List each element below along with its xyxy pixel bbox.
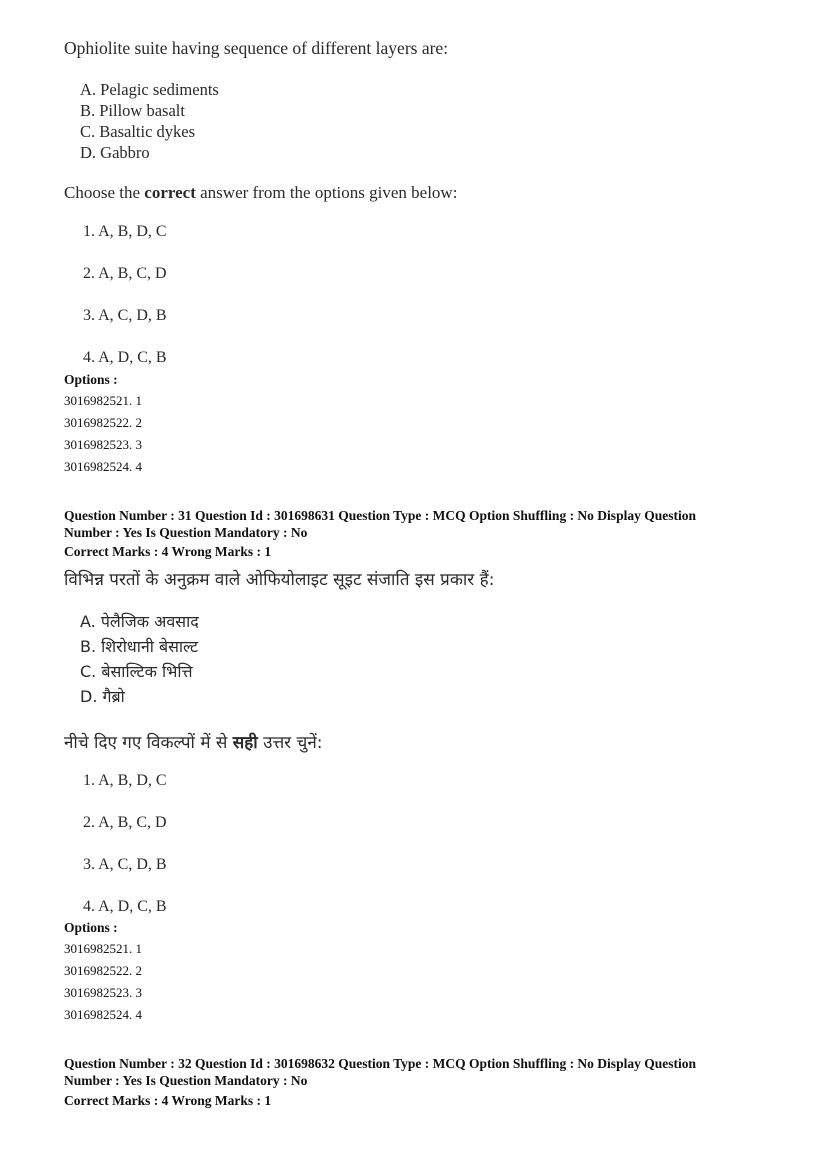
answer-instruction-hindi bbox=[64, 730, 323, 753]
options-label: Options : bbox=[64, 372, 118, 387]
statement-item: C. बेसाल्टिक भित्ति bbox=[80, 662, 193, 681]
statement-item: D. गैब्रो bbox=[80, 687, 125, 706]
question-meta-line: Number : Yes Is Question Mandatory : No bbox=[64, 525, 308, 540]
statement-item: B. Pillow basalt bbox=[80, 101, 185, 120]
instruction-emphasis: correct bbox=[144, 183, 196, 202]
option-id-list bbox=[64, 938, 142, 1026]
answer-choices bbox=[83, 222, 167, 370]
instruction-text: उत्तर चुनें: bbox=[257, 733, 323, 753]
answer-choice: 3. A, C, D, B bbox=[83, 307, 167, 324]
question-meta-line: Number : Yes Is Question Mandatory : No bbox=[64, 1073, 308, 1088]
statement-item: D. Gabbro bbox=[80, 143, 150, 162]
option-id: 3016982521. 1 bbox=[64, 941, 142, 956]
option-id-list bbox=[64, 390, 142, 478]
statement-item: C. Basaltic dykes bbox=[80, 122, 196, 141]
statement-list bbox=[80, 79, 219, 163]
instruction-emphasis: सही bbox=[232, 733, 258, 753]
statement-list-hindi bbox=[80, 609, 199, 709]
statement-item: A. पेलैजिक अवसाद bbox=[80, 612, 199, 631]
question-stem-hindi: विभिन्न परतों के अनुक्रम वाले ओफियोलाइट सूइट संजाति इस प्रकार हैं: bbox=[64, 570, 495, 590]
option-id: 3016982522. 2 bbox=[64, 415, 142, 430]
answer-choices bbox=[83, 771, 167, 919]
option-id: 3016982524. 4 bbox=[64, 459, 142, 474]
answer-choice: 1. A, B, D, C bbox=[83, 223, 167, 240]
statement-item: B. शिरोधानी बेसाल्ट bbox=[80, 637, 199, 656]
question-stem: Ophiolite suite having sequence of different layers are: bbox=[64, 38, 449, 58]
option-id: 3016982523. 3 bbox=[64, 437, 142, 452]
option-id: 3016982523. 3 bbox=[64, 985, 142, 1000]
options-label: Options : bbox=[64, 920, 118, 935]
answer-choice: 4. A, D, C, B bbox=[83, 898, 167, 915]
answer-choice: 2. A, B, C, D bbox=[83, 265, 167, 282]
instruction-text: answer from the options given below: bbox=[195, 183, 458, 202]
instruction-text: Choose the bbox=[64, 183, 145, 202]
question-meta bbox=[64, 1055, 764, 1089]
answer-choice: 3. A, C, D, B bbox=[83, 856, 167, 873]
answer-choice: 1. A, B, D, C bbox=[83, 772, 167, 789]
answer-instruction bbox=[64, 182, 457, 203]
statement-item: A. Pelagic sediments bbox=[80, 80, 219, 99]
question-meta bbox=[64, 507, 764, 541]
question-meta-line: Question Number : 31 Question Id : 301698631 Question Type : MCQ Option Shuffling : No Display Question bbox=[64, 508, 696, 523]
option-id: 3016982521. 1 bbox=[64, 393, 142, 408]
question-marks: Correct Marks : 4 Wrong Marks : 1 bbox=[64, 544, 272, 559]
option-id: 3016982524. 4 bbox=[64, 1007, 142, 1022]
option-id: 3016982522. 2 bbox=[64, 963, 142, 978]
answer-choice: 2. A, B, C, D bbox=[83, 814, 167, 831]
question-meta-line: Question Number : 32 Question Id : 301698632 Question Type : MCQ Option Shuffling : No Display Question bbox=[64, 1056, 696, 1071]
instruction-text: नीचे दिए गए विकल्पों में से bbox=[64, 733, 233, 753]
answer-choice: 4. A, D, C, B bbox=[83, 349, 167, 366]
question-marks: Correct Marks : 4 Wrong Marks : 1 bbox=[64, 1093, 272, 1108]
